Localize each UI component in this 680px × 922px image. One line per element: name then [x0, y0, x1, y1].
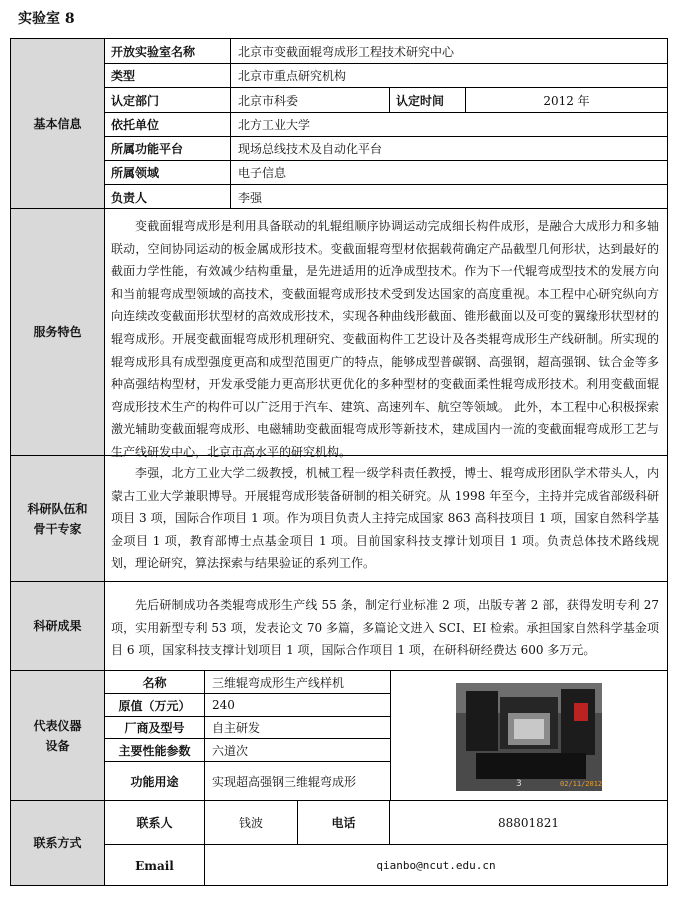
- type-label: 类型: [111, 69, 136, 83]
- instr-name-label: 名称: [142, 675, 167, 690]
- lab-name-value: 北京市变截面辊弯成形工程技术研究中心: [238, 44, 455, 59]
- service-label: 服务特色: [11, 209, 105, 455]
- svg-text:3: 3: [516, 779, 522, 789]
- dept-label: 认定部门: [111, 93, 160, 108]
- contact-section: [10, 800, 668, 886]
- instr-price-value: 240: [212, 698, 235, 712]
- email-value: qianbo@ncut.edu.cn: [376, 859, 496, 872]
- service-text: 变截面辊弯成形是利用具备联动的轧辊组顺序协调运动完成细长构件成形，是融合大成形力和多轴联动，空间协同运动的板金属成形技术。变截面辊弯型材依据载荷确定产品截型几何形状，达到最好的截面力学性能，有效减少结构重量，是先进适用的近净成型技术。作为下一代辊弯成型技术的发展方向和当前辊弯成型领域的高技术，变截面辊弯成形技术受到发达国家的高度重视。本工程中心研究纵向方向连续改变截面形状型材的高效成形技术，实现各种曲线形截面、锥形截面以及可变的翼缘形状型材的辊弯成形。开展变截面辊弯成形机理研究、变截面构件工艺设计及各类辊弯成形生产线研制。所实现的辊弯成形具有成型强度更高和成型范围更广的特点，能够成型普碳钢、高强钢，超高强钢、钛合金等多种高强结构型材，开发承受能力更高形状更优化的多种型材的变截面柔性辊弯成形技术。利用变截面辊弯成形技术生产的构件可以广泛用于汽车、建筑、高速列车、航空等领域。 此外，本工程中心积极探索激光辅助变截面辊弯成形、电磁辅助变截面辊弯成形等新技术，建成国内一流的变截面辊弯成形工艺与生产线研发中心，北京市高水平的研究机构。: [111, 219, 659, 459]
- basic-info-section: [10, 38, 668, 209]
- results-label: 科研成果: [11, 582, 105, 670]
- team-label: 科研队伍和 骨干专家: [11, 456, 105, 581]
- contact-person-value: 钱波: [238, 816, 263, 830]
- instr-maker-value: 自主研发: [212, 721, 261, 735]
- date-value: 2012 年: [543, 93, 590, 108]
- instrument-section: [10, 670, 668, 801]
- machine-image: [456, 683, 602, 791]
- contact-person-label: 联系人: [136, 816, 173, 830]
- page-title: 实验室 8: [18, 11, 75, 27]
- results-section: [10, 581, 668, 671]
- dept-value: 北京市科委: [238, 93, 299, 108]
- field-value: 电子信息: [238, 166, 287, 180]
- contact-label-section: 联系方式: [11, 801, 105, 885]
- host-value: 北方工业大学: [238, 118, 311, 132]
- email-label: Email: [135, 858, 174, 873]
- date-label: 认定时间: [396, 93, 445, 108]
- instr-maker-label: 厂商及型号: [124, 721, 185, 735]
- instr-price-label: 原值（万元）: [118, 698, 191, 713]
- lab-name-label: 开放实验室名称: [111, 44, 196, 59]
- platform-value: 现场总线技术及自动化平台: [238, 142, 383, 156]
- results-text: 先后研制成功各类辊弯成形生产线 55 条，制定行业标准 2 项，出版专著 2 部，获得发明专利 27 项，实用新型专利 53 项，发表论文 70 多篇，多篇论文进入 SCI、EI 检索。承担国家自然科学基金项目 6 项，国家科技支撑计划项目 1 项，国际合作项目 1 项，在研科研经费达 600 多万元。: [111, 598, 659, 658]
- instr-name-value: 三维辊弯成形生产线样机: [212, 675, 345, 690]
- instr-spec-value: 六道次: [212, 743, 249, 758]
- svg-text:02/11/2012: 02/11/2012: [560, 780, 602, 788]
- service-section: [10, 208, 668, 459]
- instrument-photo: [456, 683, 602, 791]
- platform-label: 所属功能平台: [111, 142, 184, 156]
- instr-use-label: 功能用途: [130, 775, 179, 789]
- head-label: 负责人: [111, 190, 148, 205]
- field-label: 所属领域: [111, 166, 160, 180]
- instrument-label: 代表仪器 设备: [11, 671, 105, 800]
- instr-use-value: 实现超高强钢三维辊弯成形: [212, 775, 357, 789]
- phone-label: 电话: [331, 816, 356, 830]
- type-value: 北京市重点研究机构: [238, 69, 347, 83]
- team-section: [10, 455, 668, 582]
- head-value: 李强: [238, 190, 263, 205]
- host-label: 依托单位: [111, 118, 160, 132]
- instr-spec-label: 主要性能参数: [118, 743, 191, 758]
- phone-value: 88801821: [497, 815, 560, 830]
- team-text: 李强，北方工业大学二级教授，机械工程一级学科责任教授，博士、辊弯成形团队学术带头人，内蒙古工业大学兼职博导。开展辊弯成形装备研制的相关研究。从 1998 年至今，主持并完成省部级科研项目 3 项，国际合作项目 1 项。作为项目负责人主持完成国家 863 高科技项目 1 项，国家自然科学基金项目 1 项，教育部博士点基金项目 1 项。目前国家科技支撑计划项目 1 项。负责总体技术路线规划，理论研究，算法探索与结果验证的系列工作。: [111, 466, 659, 571]
- basic-info-label: 基本信息: [11, 39, 105, 208]
